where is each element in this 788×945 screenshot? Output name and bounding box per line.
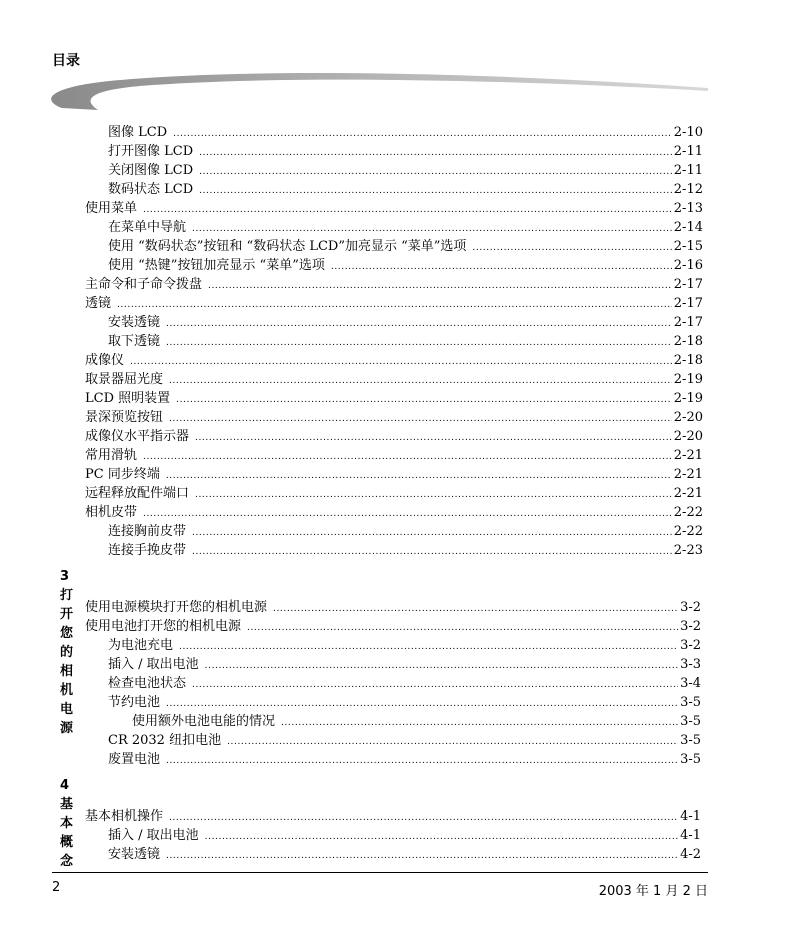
toc-entry[interactable] bbox=[108, 692, 701, 711]
toc-entry-page: 2-21 bbox=[673, 467, 703, 482]
toc-dot-leader bbox=[227, 732, 678, 749]
toc-entry[interactable] bbox=[85, 502, 703, 521]
toc-entry-title: 安装透镜 bbox=[108, 847, 161, 862]
toc-dot-leader bbox=[169, 409, 672, 426]
toc-entry-title: 废置电池 bbox=[108, 752, 161, 767]
toc-entry[interactable] bbox=[108, 179, 703, 198]
toc-entry-title: 取景器屈光度 bbox=[85, 372, 164, 387]
toc-dot-leader bbox=[117, 295, 672, 312]
toc-entry[interactable] bbox=[108, 749, 701, 768]
toc-entry-page: 2-12 bbox=[673, 182, 703, 197]
toc-entry-title: PC 同步终端 bbox=[85, 467, 160, 482]
toc-entry-page: 2-18 bbox=[673, 334, 703, 349]
toc-dot-leader bbox=[195, 428, 672, 445]
toc-entry[interactable] bbox=[108, 331, 703, 350]
toc-entry-title: 连接胸前皮带 bbox=[108, 524, 187, 539]
toc-dot-leader bbox=[176, 390, 672, 407]
toc-entry[interactable] bbox=[85, 274, 703, 293]
toc-entry[interactable] bbox=[108, 141, 703, 160]
toc-dot-leader bbox=[192, 675, 678, 692]
toc-entry-page: 3-3 bbox=[680, 657, 701, 672]
toc-entry[interactable] bbox=[108, 540, 703, 559]
toc-entry[interactable] bbox=[85, 407, 703, 426]
toc-entry-title: 在菜单中导航 bbox=[108, 220, 187, 235]
toc-dot-leader bbox=[179, 637, 678, 654]
toc-entry-title: 主命令和子命令拨盘 bbox=[85, 277, 203, 292]
toc-entry-title: 使用菜单 bbox=[85, 201, 138, 216]
toc-entry-page: 2-10 bbox=[673, 125, 703, 140]
toc-entry-page: 3-4 bbox=[680, 676, 701, 691]
toc-entry[interactable] bbox=[108, 825, 701, 844]
toc-entry[interactable] bbox=[85, 293, 703, 312]
toc-entry-page: 3-5 bbox=[680, 714, 701, 729]
toc-entry-page: 3-2 bbox=[680, 619, 701, 634]
footer-rule bbox=[52, 872, 708, 873]
header-swoosh-decoration bbox=[0, 0, 788, 120]
toc-entry-page: 2-17 bbox=[673, 296, 703, 311]
toc-dot-leader bbox=[205, 656, 678, 673]
toc-entry-title: 使用电源模块打开您的相机电源 bbox=[85, 600, 268, 615]
toc-entry-page: 2-20 bbox=[673, 410, 703, 425]
toc-entry-page: 4-1 bbox=[680, 828, 701, 843]
toc-entry-page: 4-1 bbox=[680, 809, 701, 824]
toc-dot-leader bbox=[199, 143, 672, 160]
toc-entry[interactable] bbox=[108, 521, 703, 540]
toc-entry[interactable] bbox=[108, 844, 701, 863]
toc-dot-leader bbox=[195, 485, 672, 502]
toc-entry-page: 2-22 bbox=[673, 524, 703, 539]
toc-entry-title: 取下透镜 bbox=[108, 334, 161, 349]
toc-entry-page: 2-23 bbox=[673, 543, 703, 558]
toc-entry[interactable] bbox=[108, 635, 701, 654]
toc-dot-leader bbox=[273, 599, 678, 616]
toc-entry-page: 3-2 bbox=[680, 638, 701, 653]
toc-entry-title: 成像仪水平指示器 bbox=[85, 429, 190, 444]
toc-entry-page: 3-5 bbox=[680, 733, 701, 748]
toc-entry-title: 数码状态 LCD bbox=[108, 182, 194, 197]
toc-dot-leader bbox=[192, 523, 672, 540]
toc-entry[interactable] bbox=[85, 426, 703, 445]
toc-entry-title: 常用滑轨 bbox=[85, 448, 138, 463]
toc-entry[interactable] bbox=[85, 806, 701, 825]
toc-entry[interactable] bbox=[108, 122, 703, 141]
toc-entry-title: LCD 照明装置 bbox=[85, 391, 171, 406]
toc-entry[interactable] bbox=[85, 464, 703, 483]
toc-entry-title: 打开图像 LCD bbox=[108, 144, 194, 159]
toc-entry[interactable] bbox=[108, 236, 703, 255]
toc-entry-page: 2-16 bbox=[673, 258, 703, 273]
toc-dot-leader bbox=[208, 276, 672, 293]
toc-entry-title: 使用 “数码状态”按钮和 “数码状态 LCD”加亮显示 “菜单”选项 bbox=[108, 239, 467, 254]
toc-dot-leader bbox=[143, 504, 672, 521]
toc-dot-leader bbox=[169, 371, 672, 388]
toc-entry[interactable] bbox=[108, 730, 701, 749]
toc-entry-title: CR 2032 纽扣电池 bbox=[108, 733, 222, 748]
toc-dot-leader bbox=[166, 466, 672, 483]
toc-entry-page: 3-2 bbox=[680, 600, 701, 615]
toc-dot-leader bbox=[281, 713, 678, 730]
toc-dot-leader bbox=[331, 257, 672, 274]
toc-entry-page: 2-11 bbox=[673, 163, 703, 178]
toc-entry-page: 2-22 bbox=[673, 505, 703, 520]
toc-dot-leader bbox=[143, 447, 672, 464]
toc-entry-page: 2-17 bbox=[673, 315, 703, 330]
toc-entry-title: 使用电池打开您的相机电源 bbox=[85, 619, 242, 634]
toc-entry-page: 4-2 bbox=[680, 847, 701, 862]
toc-entry-page: 2-21 bbox=[673, 448, 703, 463]
toc-entry-title: 远程释放配件端口 bbox=[85, 486, 190, 501]
toc-entry[interactable] bbox=[108, 312, 703, 331]
chapter-heading: 3 打开您的相机电源 bbox=[60, 569, 74, 736]
toc-entry-title: 使用额外电池电能的情况 bbox=[132, 714, 276, 729]
toc-entry[interactable] bbox=[108, 673, 701, 692]
toc-dot-leader bbox=[173, 124, 672, 141]
toc-entry-page: 2-15 bbox=[673, 239, 703, 254]
toc-entry-title: 成像仪 bbox=[85, 353, 125, 368]
toc-dot-leader bbox=[143, 200, 672, 217]
toc-entry[interactable] bbox=[85, 388, 703, 407]
toc-entry[interactable] bbox=[85, 597, 701, 616]
toc-entry[interactable] bbox=[108, 217, 703, 236]
toc-dot-leader bbox=[192, 219, 672, 236]
toc-dot-leader bbox=[130, 352, 672, 369]
toc-dot-leader bbox=[166, 751, 678, 768]
footer-page-number: 2 bbox=[52, 880, 61, 895]
toc-entry[interactable] bbox=[85, 445, 703, 464]
toc-entry[interactable] bbox=[108, 160, 703, 179]
toc-entry-title: 相机皮带 bbox=[85, 505, 138, 520]
toc-dot-leader bbox=[169, 808, 678, 825]
toc-entry-page: 2-17 bbox=[673, 277, 703, 292]
toc-entry[interactable] bbox=[85, 369, 703, 388]
toc-entry[interactable] bbox=[108, 654, 701, 673]
toc-dot-leader bbox=[192, 542, 672, 559]
toc-dot-leader bbox=[166, 314, 672, 331]
toc-entry[interactable] bbox=[85, 483, 703, 502]
toc-entry-title: 插入 / 取出电池 bbox=[108, 657, 199, 672]
toc-entry-title: 景深预览按钮 bbox=[85, 410, 164, 425]
toc-entry-page: 2-19 bbox=[673, 391, 703, 406]
toc-entry-page: 2-20 bbox=[673, 429, 703, 444]
toc-entry-page: 2-14 bbox=[673, 220, 703, 235]
toc-entry-title: 插入 / 取出电池 bbox=[108, 828, 199, 843]
toc-dot-leader bbox=[199, 162, 672, 179]
toc-dot-leader bbox=[247, 618, 678, 635]
toc-entry[interactable] bbox=[85, 616, 701, 635]
toc-entry-page: 2-19 bbox=[673, 372, 703, 387]
toc-entry[interactable] bbox=[85, 198, 703, 217]
toc-entry-title: 透镜 bbox=[85, 296, 112, 311]
header-title: 目录 bbox=[52, 53, 80, 69]
toc-entry-title: 检查电池状态 bbox=[108, 676, 187, 691]
toc-entry-page: 2-11 bbox=[673, 144, 703, 159]
toc-dot-leader bbox=[199, 181, 672, 198]
toc-dot-leader bbox=[166, 333, 672, 350]
toc-entry-page: 3-5 bbox=[680, 752, 701, 767]
toc-dot-leader bbox=[166, 694, 678, 711]
toc-entry-title: 为电池充电 bbox=[108, 638, 174, 653]
toc-entry-page: 2-18 bbox=[673, 353, 703, 368]
toc-entry-title: 关闭图像 LCD bbox=[108, 163, 194, 178]
toc-entry-title: 图像 LCD bbox=[108, 125, 168, 140]
toc-entry-page: 2-21 bbox=[673, 486, 703, 501]
toc-entry[interactable] bbox=[85, 350, 703, 369]
toc-entry[interactable] bbox=[108, 255, 703, 274]
toc-entry-title: 基本相机操作 bbox=[85, 809, 164, 824]
toc-entry-page: 3-5 bbox=[680, 695, 701, 710]
footer-date: 2003 年 1 月 2 日 bbox=[598, 884, 708, 899]
toc-entry-title: 安装透镜 bbox=[108, 315, 161, 330]
toc-entry-title: 连接手挽皮带 bbox=[108, 543, 187, 558]
toc-entry-page: 2-13 bbox=[673, 201, 703, 216]
toc-entry-title: 节约电池 bbox=[108, 695, 161, 710]
toc-entry-title: 使用 “热键”按钮加亮显示 “菜单”选项 bbox=[108, 258, 325, 273]
toc-dot-leader bbox=[205, 827, 678, 844]
toc-dot-leader bbox=[472, 238, 671, 255]
toc-entry[interactable] bbox=[132, 711, 701, 730]
chapter-heading: 4 基本概念 bbox=[60, 778, 74, 869]
toc-dot-leader bbox=[166, 846, 678, 863]
